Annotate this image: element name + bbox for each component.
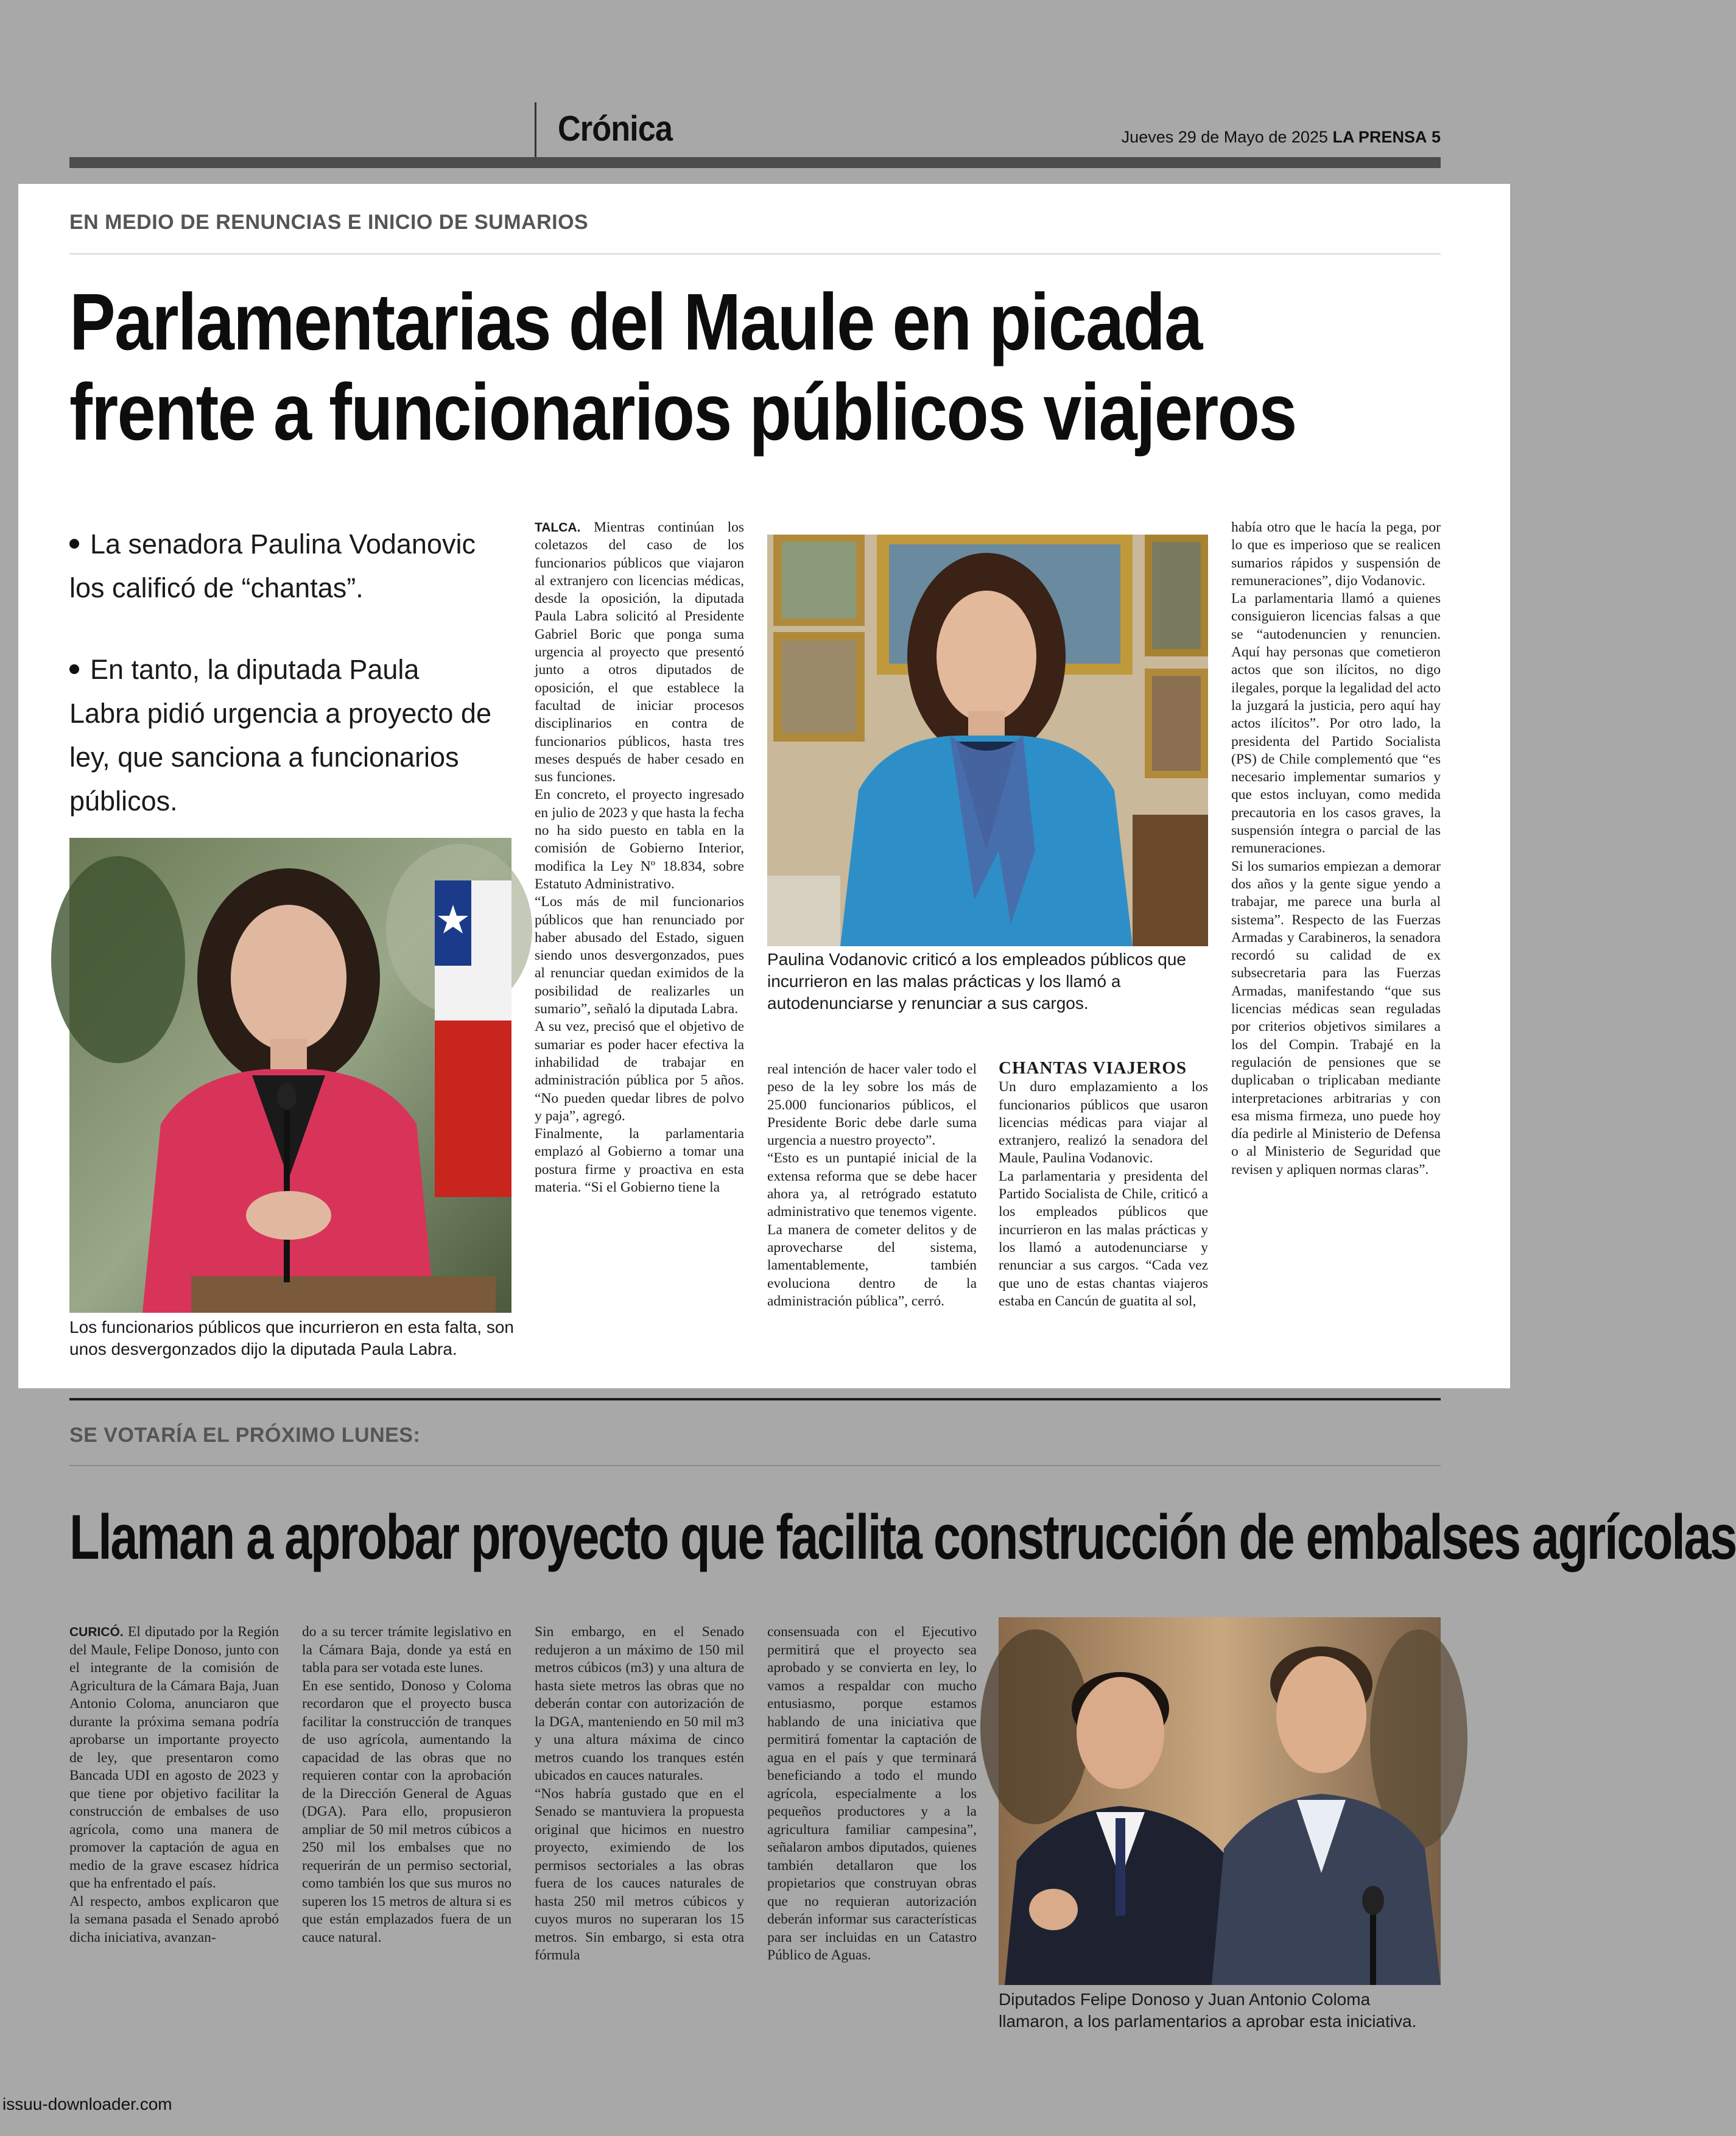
top-col-1 [535,519,744,1196]
paragraph: CURICÓ. El diputado por la Región del Maule, Felipe Donoso, junto con el integrante de la comisión de Agricultura de la Cámara Baja, Juan Antonio Coloma, anunciaron que durante la próxima semana podría aprobarse un importante proyecto de ley, que presentaron como Bancada UDI en agosto de 2023 y que tiene por objetivo facilitar la construcción de embalses de uso agrícola, como una manera de promover la captación de agua en medio de la grave escasez hídrica que ha enfrentado el país. [69,1624,279,1891]
paragraph: Finalmente, la parlamentaria emplazó al Gobierno a tomar una postura firme y proactiva en esta materia. “Si el Gobierno tiene la [535,1126,744,1195]
photo1-caption: Los funcionarios públicos que incurrieron en esta falta, son unos desvergonzados dijo la diputada Paula Labra. [69,1318,514,1358]
top-col-4 [1231,519,1441,1179]
paragraph: “Nos habría gustado que en el Senado se mantuviera la propuesta original que hicimos en nuestro proyecto, eximiendo de los permisos sectoriales a las obras fuera de los cauces naturales de hasta 250 mil metros cúbicos y cuyos muros no superaran los 15 metros. Sin embargo, si esta otra fórmula [535,1785,744,1963]
issue-date: Jueves 29 de Mayo de 2025 [1121,128,1328,146]
bottom-col-1 [69,1623,279,1947]
top-headline-line1: Parlamentarias del Maule en picada [69,277,1202,367]
photo-paulina-vodanovic-image [767,535,1208,946]
dateline: TALCA. [535,521,581,535]
bullet-item: En tanto, la diputada Paula Labra pidió urgencia a proyecto de ley, que sanciona a funcionarios públicos. [69,654,491,817]
kicker-rule [69,253,1441,255]
bullet-icon [69,664,79,674]
photo2-caption: Paulina Vodanovic criticó a los empleados públicos que incurrieron en las malas prácticas y los llamó a autodenunciarse y renunciar a sus cargos. [767,950,1186,1013]
top-headline [69,277,1296,457]
paragraph: La parlamentaria llamó a quienes consiguieron licencias falsas a que se “autodenuncien y renuncien. Aquí hay personas que cometieron actos que son ilícitos, no digo ilegales, porque la legalidad del acto la juzgará la justicia, pero aquí hay actos ilícitos”. Por otro lado, la presidenta del Partido Socialista (PS) de Chile complementó que “es necesario implementar sumarios y que estos incluyan, como medida precautoria en los casos graves, la suspensión íntegra o parcial de las remuneraciones. [1231,591,1441,857]
bottom-kicker: SE VOTARÍA EL PRÓXIMO LUNES: [69,1424,421,1447]
section-name: Crónica [558,109,673,149]
bullet-icon [69,539,79,549]
bottom-article-rule [69,1398,1441,1400]
paragraph: “Los más de mil funcionarios públicos que han renunciado por haber abusado del Estado, siguen siendo unos desvergonzados, pues al renunciar quedan eximidos de la posibilidad de realizarles un sumario”, señaló la diputada Labra. [535,894,744,1017]
top-col-2 [767,1061,977,1310]
bottom-kicker-rule [69,1465,1441,1466]
paragraph: Sin embargo, en el Senado redujeron a un máximo de 150 mil metros cúbicos (m3) y una altura de hasta siete metros las obras que no deberán contar con autorización de la DGA, manteniendo en 50 mil m3 y una altura máxima de cinco metros cuando los tranques estén ubicados en cauces naturales. [535,1624,744,1783]
photo-donoso-coloma [999,1617,1441,1985]
paragraph: “Esto es un puntapié inicial de la extensa reforma que se debe hacer ahora ya, al retrógrado estatuto administrativo que tenemos vigente. La manera de cometer delitos y de aprovecharse del sistema, lamentablemente, también evoluciona dentro de la administración pública”, cerró. [767,1150,977,1309]
summary-bullets [69,522,496,861]
dateline: CURICÓ. [69,1625,124,1639]
paragraph: En concreto, el proyecto ingresado en julio de 2023 y que hasta la fecha no ha sido puesto en tabla en la comisión de Gobierno Interior, modifica la Ley Nº 18.834, sobre Estatuto Administrativo. [535,787,744,892]
top-col-3 [999,1059,1208,1310]
paragraph: Si los sumarios empiezan a demorar dos años y la gente sigue yendo a trabajar, me parece una burla al sistema”. Respecto de las Fuerzas Armadas y Carabineros, la senadora recordó su calidad de ex subsecretaria para las Fuerzas Armadas, manifestando “que sus licencias médicas sean reguladas por criterios objetivos similares a los del Compin. Trabajé en la regulación de pensiones que se duplicaban o triplicaban mediante interpretaciones arbitrarias y con esa misma firmeza, uno puede hoy día pedirle al Ministerio de Defensa o al Ministerio de Seguridad que revisen y apliquen normas claras”. [1231,858,1441,1178]
paragraph: había otro que le hacía la pega, por lo que es imperioso que se realicen sumarios rápidos y suspensión de remuneraciones”, dijo Vodanovic. [1231,519,1441,589]
paragraph: A su vez, precisó que el objetivo de sumariar es poder hacer efectiva la inhabilidad de trabajar en administración pública por 5 años. “No pueden quedar libres de polvo y paja”, agregó. [535,1019,744,1124]
bullet-item: La senadora Paulina Vodanovic los calificó de “chantas”. [69,529,476,603]
bottom-col-2 [302,1623,511,1947]
subhead-chantas-viajeros: CHANTAS VIAJEROS [999,1058,1187,1078]
paragraph: En ese sentido, Donoso y Coloma recordaron que el proyecto busca facilitar la construcción de tranques de uso agrícola, aumentando la capacidad de las obras que no requieren contar con la aprobación de la Dirección General de Aguas (DGA). Para ello, propusieron ampliar de 50 mil metros cúbicos a 250 mil los embalses que no requerirán de un permiso sectorial, como también los que sus muros no superen los 15 metros de altura si es que están emplazados fuera de un cauce natural. [302,1678,511,1945]
header-date [1122,128,1441,147]
photo-donoso-coloma-image [999,1617,1441,1985]
bottom-col-4 [767,1623,977,1965]
header-bar [69,157,1441,168]
paragraph: La parlamentaria y presidenta del Partido Socialista de Chile, criticó a los empleados públicos que incurrieron en las malas prácticas y los llamó a autodenunciarse y renunciar a sus cargos. “Cada vez que uno de estas chantas viajeros estaba en Cancún de guatita al sol, [999,1168,1208,1309]
footer-credit: issuu-downloader.com [2,2095,172,2113]
top-headline-line2: frente a funcionarios públicos viajeros [69,367,1296,457]
paragraph: do a su tercer trámite legislativo en la Cámara Baja, donde ya está en tabla para ser votada este lunes. [302,1624,511,1676]
photo3-caption: Diputados Felipe Donoso y Juan Antonio Coloma llamaron, a los parlamentarios a aprobar esta iniciativa. [999,1990,1417,2031]
paper-name: LA PRENSA [1332,128,1427,146]
photo-paula-labra-image [69,838,511,1313]
page-number: 5 [1431,128,1441,146]
bottom-col-3 [535,1623,744,1965]
top-kicker: EN MEDIO DE RENUNCIAS E INICIO DE SUMARIOS [69,211,589,234]
paragraph: TALCA. Mientras continúan los coletazos del caso de los funcionarios públicos que viajaron al extranjero con licencias médicas, desde la oposición, la diputada Paula Labra solicitó al Presidente Gabriel Boric que ponga suma urgencia al proyecto que presentó junto a otros diputados de oposición, el que establece la facultad de iniciar procesos disciplinarios en contra de funcionarios públicos, hasta tres meses después de haber cesado en sus funciones. [535,519,744,785]
photo-paulina-vodanovic [767,535,1208,946]
header-divider [535,102,536,157]
paragraph: real intención de hacer valer todo el peso de la ley sobre los más de 25.000 funcionarios públicos, el Presidente Boric debe darle suma urgencia a nuestro proyecto”. [767,1061,977,1149]
photo-paula-labra [69,838,511,1313]
paragraph: Un duro emplazamiento a los funcionarios públicos que usaron licencias médicas para viajar al extranjero, realizó la senadora del Maule, Paulina Vodanovic. [999,1079,1208,1167]
bottom-headline: Llaman a aprobar proyecto que facilita construcción de embalses agrícolas [69,1502,1736,1573]
paragraph: Al respecto, ambos explicaron que la semana pasada el Senado aprobó dicha iniciativa, avanzan- [69,1893,279,1945]
paragraph: consensuada con el Ejecutivo permitirá que el proyecto sea aprobado y se convierta en ley, lo vamos a respaldar con mucho entusiasmo, porque estamos hablando de una iniciativa que permitirá fomentar la captación de agua en el país y que terminará beneficiando a todo el mundo agrícola, especialmente a los pequeños productores y a la agricultura familiar campesina”, señalaron ambos diputados, quienes también detallaron que los propietarios que construyan obras que no requieran autorización deberán informar sus características para ser incluidas en un Catastro Público de Aguas. [767,1624,977,1963]
